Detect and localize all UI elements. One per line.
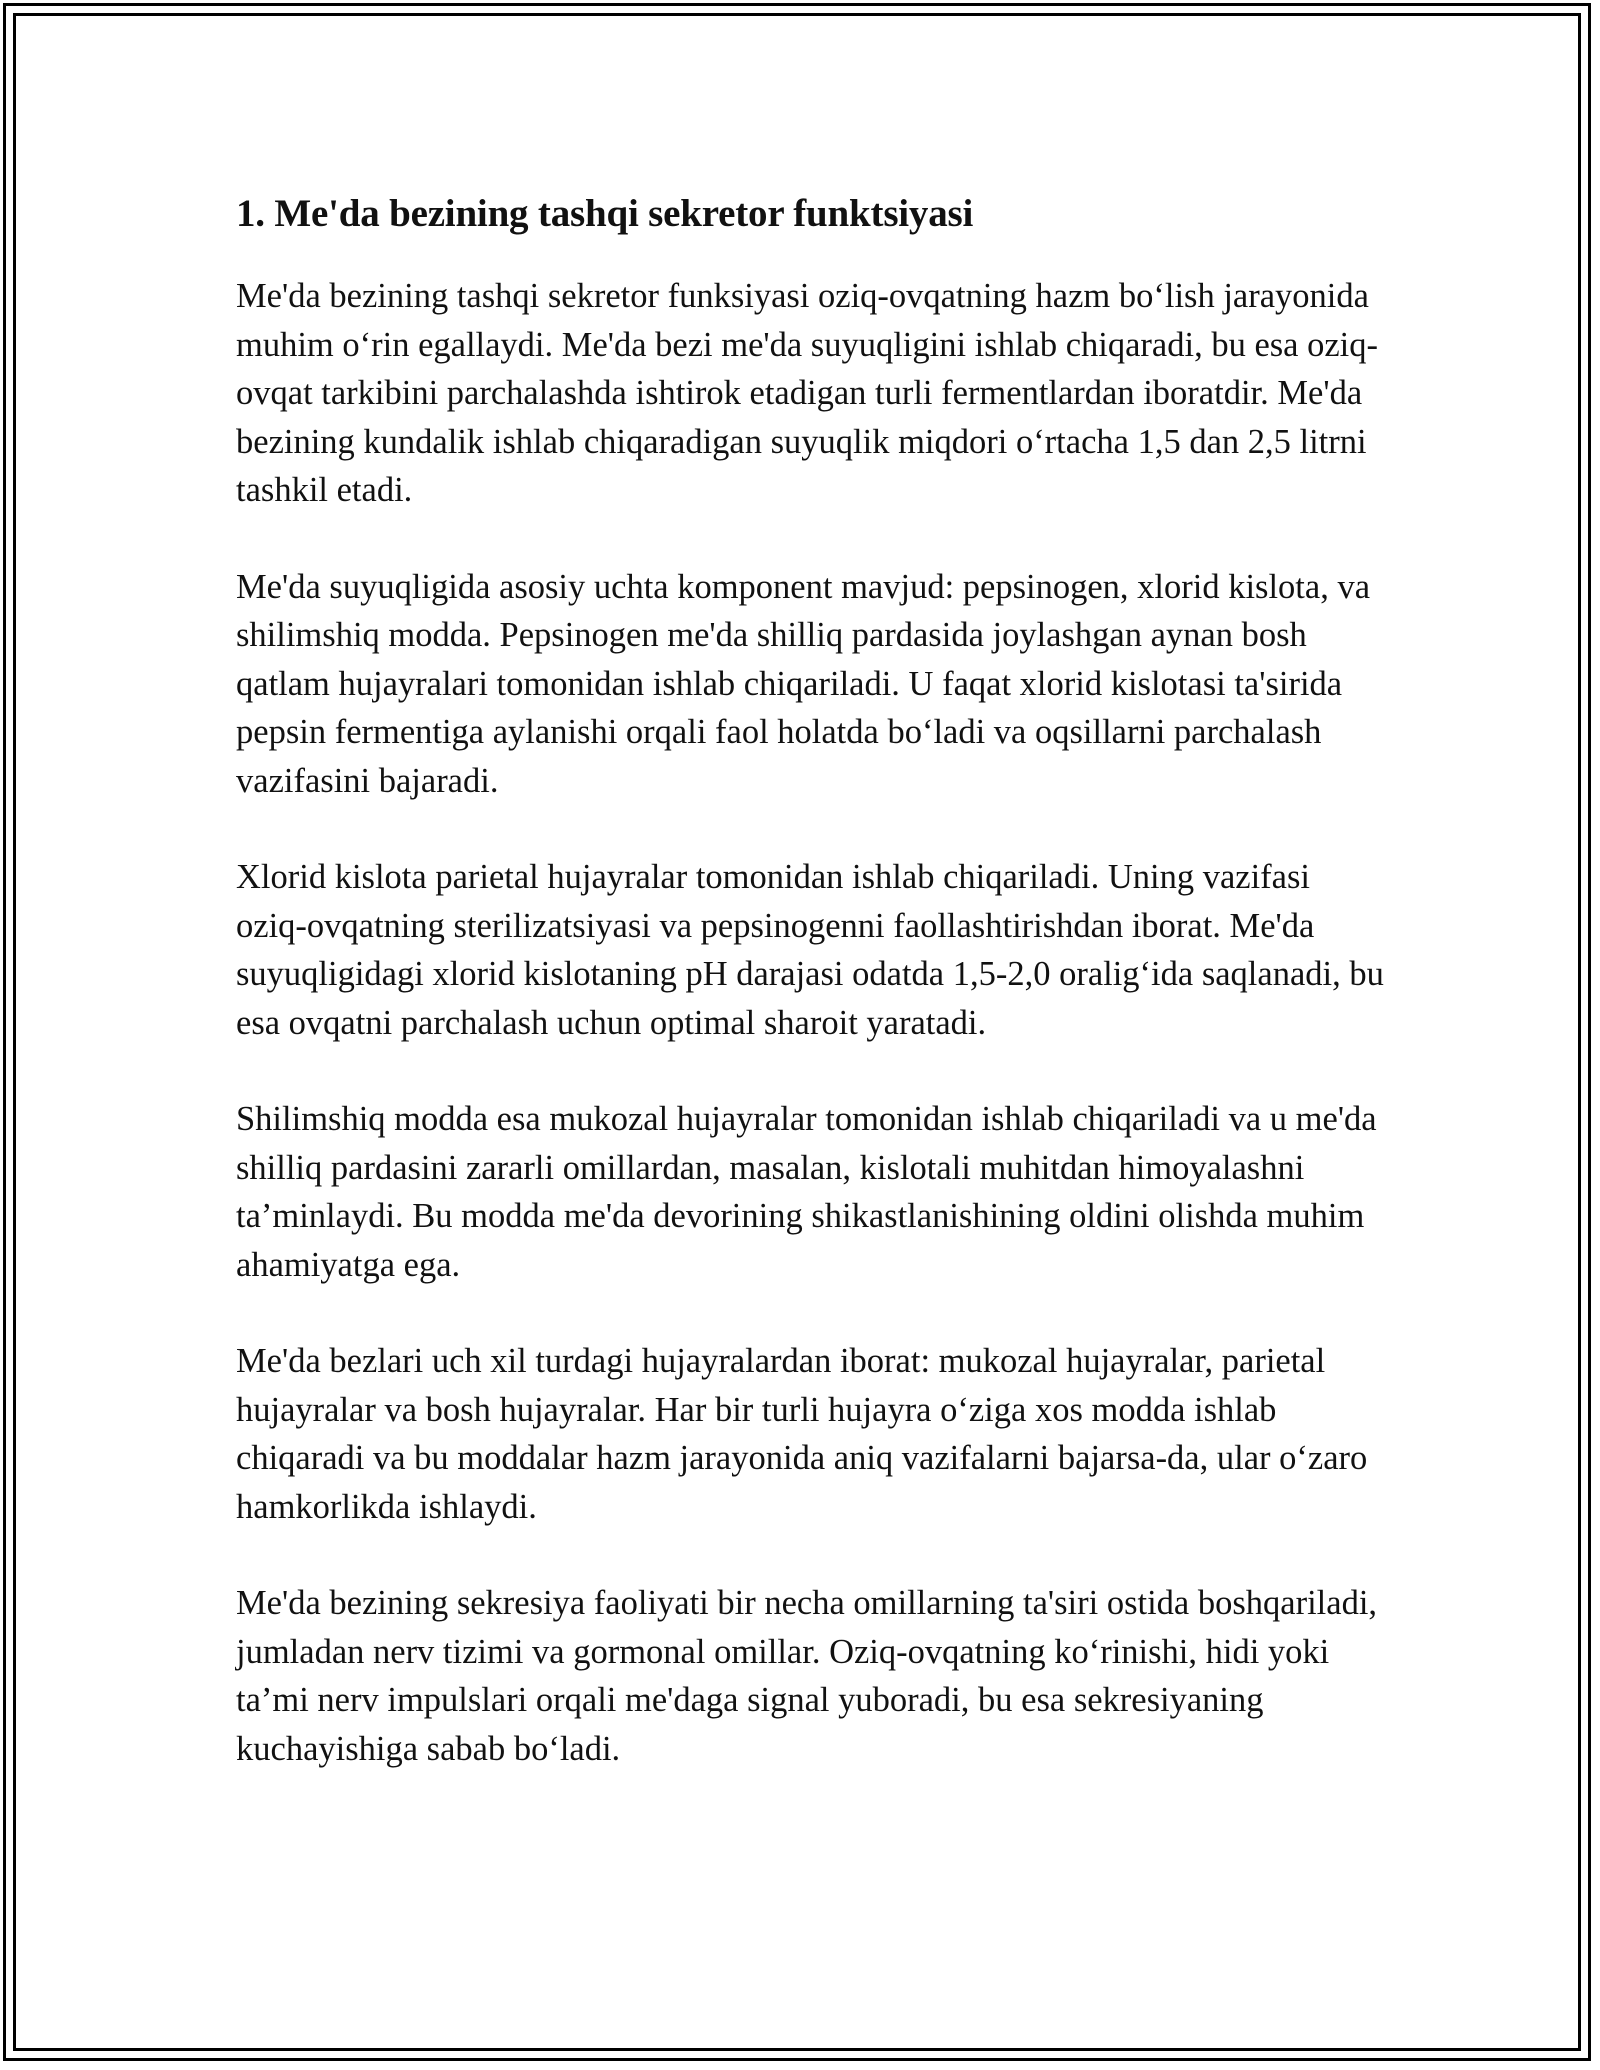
paragraph-1: Me'da bezining tashqi sekretor funksiyasi oziq-ovqatning hazm bo‘lish jarayonida muhim o‘rin egallaydi. Me'da bezi me'da suyuqligini ishlab chiqaradi, bu esa oziq-ovqat tarkibini parchalashda ishtirok etadigan turli fermentlardan iboratdir. Me'da bezining kundalik ishlab chiqaradigan suyuqlik miqdori o‘rtacha 1,5 dan 2,5 litrni tashkil etadi. [236, 277, 1379, 509]
paragraph-2: Me'da suyuqligida asosiy uchta komponent mavjud: pepsinogen, xlorid kislota, va shilimshiq modda. Pepsinogen me'da shilliq pardasida joylashgan aynan bosh qatlam hujayralari tomonidan ishlab chiqariladi. U faqat xlorid kislotasi ta'sirida pepsin fermentiga aylanishi orqali faol holatda bo‘ladi va oqsillarni parchalash vazifasini bajaradi. [236, 567, 1371, 800]
section-heading: 1. Me'da bezining tashqi sekretor funktsiyasi [236, 192, 974, 235]
paragraph-5: Me'da bezlari uch xil turdagi hujayralardan iborat: mukozal hujayralar, parietal hujayralar va bosh hujayralar. Har bir turli hujayra o‘ziga xos modda ishlab chiqaradi va bu moddalar hazm jarayonida aniq vazifalarni bajarsa-da, ular o‘zaro hamkorlikda ishlaydi. [236, 1342, 1368, 1526]
paragraph-3: Xlorid kislota parietal hujayralar tomonidan ishlab chiqariladi. Uning vazifasi oziq-ovqatning sterilizatsiyasi va pepsinogenni faollashtirishdan iborat. Me'da suyuqligidagi xlorid kislotaning pH darajasi odatda 1,5-2,0 oralig‘ida saqlanadi, bu esa ovqatni parchalash uchun optimal sharoit yaratadi. [236, 858, 1384, 1042]
paragraph-6: Me'da bezining sekresiya faoliyati bir necha omillarning ta'siri ostida boshqariladi, jumladan nerv tizimi va gormonal omillar. Oziq-ovqatning ko‘rinishi, hidi yoki ta’mi nerv impulslari orqali me'daga signal yuboradi, bu esa sekresiyaning kuchayishiga sabab bo‘ladi. [236, 1584, 1378, 1768]
paragraph-4: Shilimshiq modda esa mukozal hujayralar tomonidan ishlab chiqariladi va u me'da shilliq pardasini zararli omillardan, masalan, kislotali muhitdan himoyalashni ta’minlaydi. Bu modda me'da devorining shikastlanishining oldini olishda muhim ahamiyatga ega. [236, 1100, 1377, 1284]
document-body [236, 186, 1386, 1821]
